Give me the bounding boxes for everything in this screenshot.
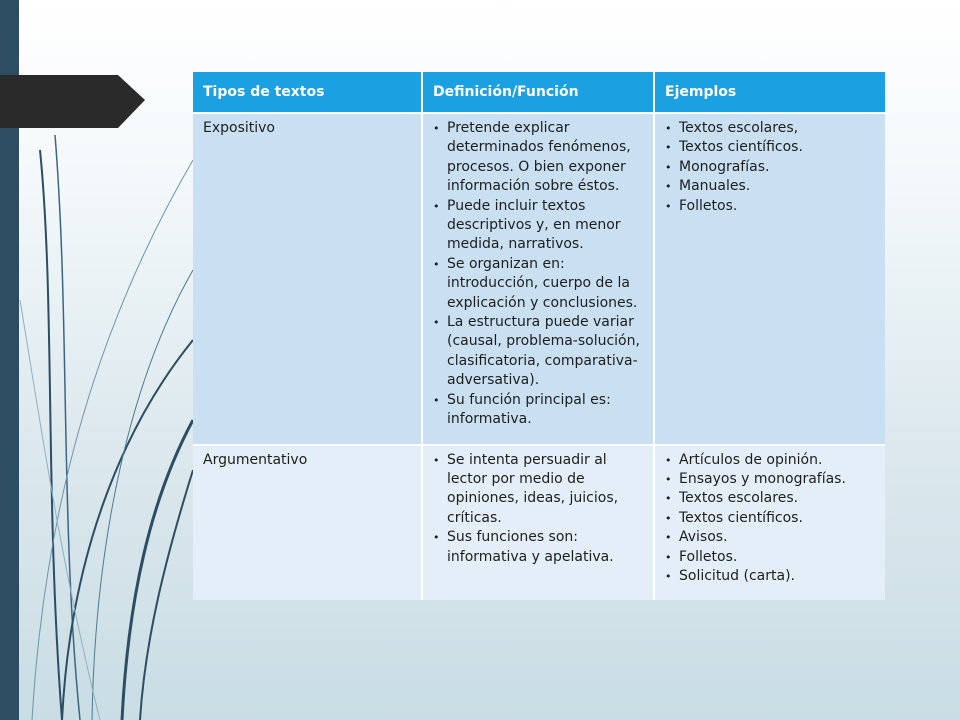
list-item: • Ensayos y monografías. [665, 470, 875, 489]
table-row [193, 112, 885, 444]
header-tipos: Tipos de textos [193, 72, 423, 112]
bullet-list [433, 119, 643, 430]
list-item: • Artículos de opinión. [665, 451, 875, 470]
list-item: • La estructura puede variar (causal, problema-solución, clasificatoria, comparativa-adversativa). [433, 313, 643, 391]
list-item: • Se organizan en: introducción, cuerpo de la explicación y conclusiones. [433, 255, 643, 313]
bullet-list [665, 119, 875, 216]
list-item: • Folletos. [665, 548, 875, 567]
list-item: • Manuales. [665, 177, 875, 196]
cell-ejemplos [655, 444, 885, 601]
bullet-list [433, 451, 643, 567]
list-item: • Puede incluir textos descriptivos y, en menor medida, narrativos. [433, 197, 643, 255]
cell-definicion [423, 444, 655, 601]
header-ejemplos: Ejemplos [655, 72, 885, 112]
list-item: • Textos escolares. [665, 489, 875, 508]
list-item: • Pretende explicar determinados fenómenos, procesos. O bien exponer información sobre éstos. [433, 119, 643, 197]
list-item: • Sus funciones son: informativa y apelativa. [433, 528, 643, 567]
list-item: • Folletos. [665, 197, 875, 216]
list-item: • Se intenta persuadir al lector por medio de opiniones, ideas, juicios, críticas. [433, 451, 643, 529]
header-definicion: Definición/Función [423, 72, 655, 112]
text-types-table [193, 72, 885, 600]
cell-tipo: Expositivo [193, 112, 423, 444]
cell-tipo: Argumentativo [193, 444, 423, 601]
list-item: • Solicitud (carta). [665, 567, 875, 586]
list-item: • Textos científicos. [665, 509, 875, 528]
list-item: • Textos escolares, [665, 119, 875, 138]
table-row [193, 444, 885, 601]
bullet-list [665, 451, 875, 587]
list-item: • Monografías. [665, 158, 875, 177]
list-item: • Avisos. [665, 528, 875, 547]
arrow-tab-shape [0, 0, 150, 130]
table-header-row [193, 72, 885, 112]
list-item: • Textos científicos. [665, 138, 875, 157]
list-item: • Su función principal es: informativa. [433, 391, 643, 430]
cell-ejemplos [655, 112, 885, 444]
cell-definicion [423, 112, 655, 444]
